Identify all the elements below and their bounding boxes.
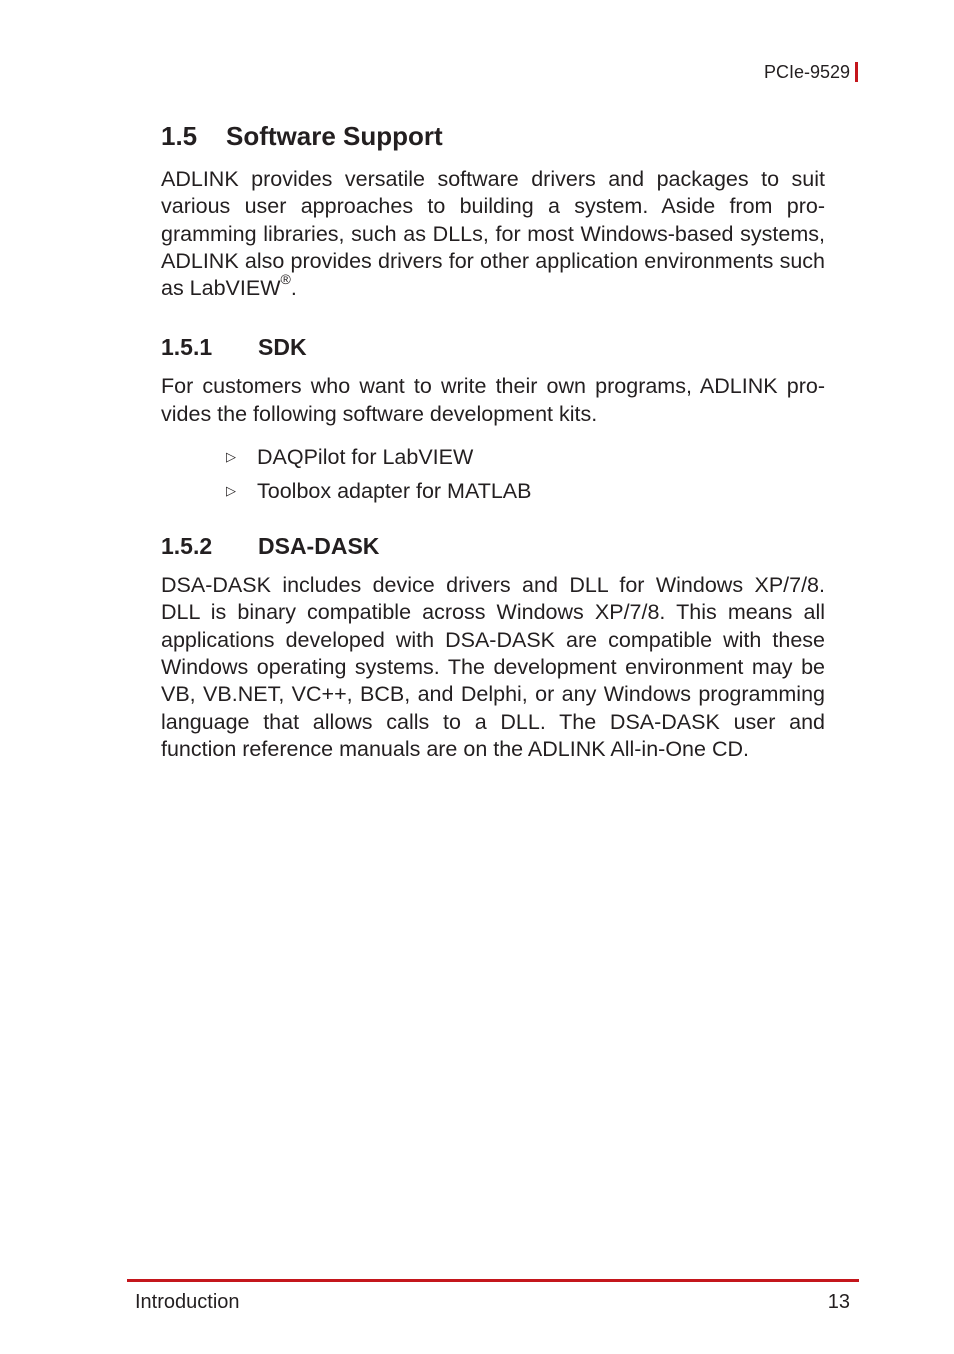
sdk-paragraph: For customers who want to write their own programs, ADLINK provides the following software development kits. — [161, 374, 825, 426]
page-number: 13 — [827, 1291, 850, 1313]
dsadask-number: 1.5.2 — [161, 533, 213, 560]
intro-text: ADLINK provides versatile software drivers and packages to suit various user approaches to building a system. Aside from programming libraries, such as DLLs, for most Windows-based systems, ADLINK also provides drivers for other application environments such as LabVIEW — [161, 167, 825, 301]
section-number: 1.5 — [161, 121, 198, 151]
sdk-list — [161, 440, 825, 508]
dsadask-title: DSA-DASK — [258, 533, 380, 560]
dsadask-heading — [161, 530, 825, 562]
dsadask-paragraph: DSA-DASK includes device drivers and DLL for Windows XP/7/8. DLL is binary compatible across Windows XP/7/8. This means all applications developed with DSA-DASK are compatible with these Windows operating systems. The development environment may be VB, VB.NET, VC++, BCB, and Delphi, or any Windows programming language that allows calls to a DLL. The DSA-DASK user and function reference manuals are on the ADLINK All-in-One CD. — [161, 573, 825, 761]
list-item — [226, 440, 825, 474]
product-name: PCIe-9529 — [763, 62, 850, 82]
section-heading — [161, 118, 825, 154]
sdk-title: SDK — [258, 334, 307, 361]
running-header — [764, 61, 858, 83]
header-accent-bar — [855, 62, 858, 82]
footer-chapter: Introduction — [135, 1291, 240, 1313]
page-content — [161, 118, 825, 763]
sdk-number: 1.5.1 — [161, 334, 213, 361]
section-title: Software Support — [226, 121, 443, 151]
triangle-bullet-icon: ▷ — [226, 449, 236, 465]
list-item-label: DAQPilot for LabVIEW — [257, 445, 474, 470]
footer-rule — [127, 1279, 859, 1282]
triangle-bullet-icon: ▷ — [226, 483, 236, 499]
intro-end: . — [290, 276, 297, 301]
list-item-label: Toolbox adapter for MATLAB — [257, 479, 532, 504]
list-item — [226, 474, 825, 508]
sdk-heading — [161, 331, 825, 363]
section-intro-paragraph — [161, 166, 825, 302]
registered-mark: ® — [280, 271, 291, 288]
